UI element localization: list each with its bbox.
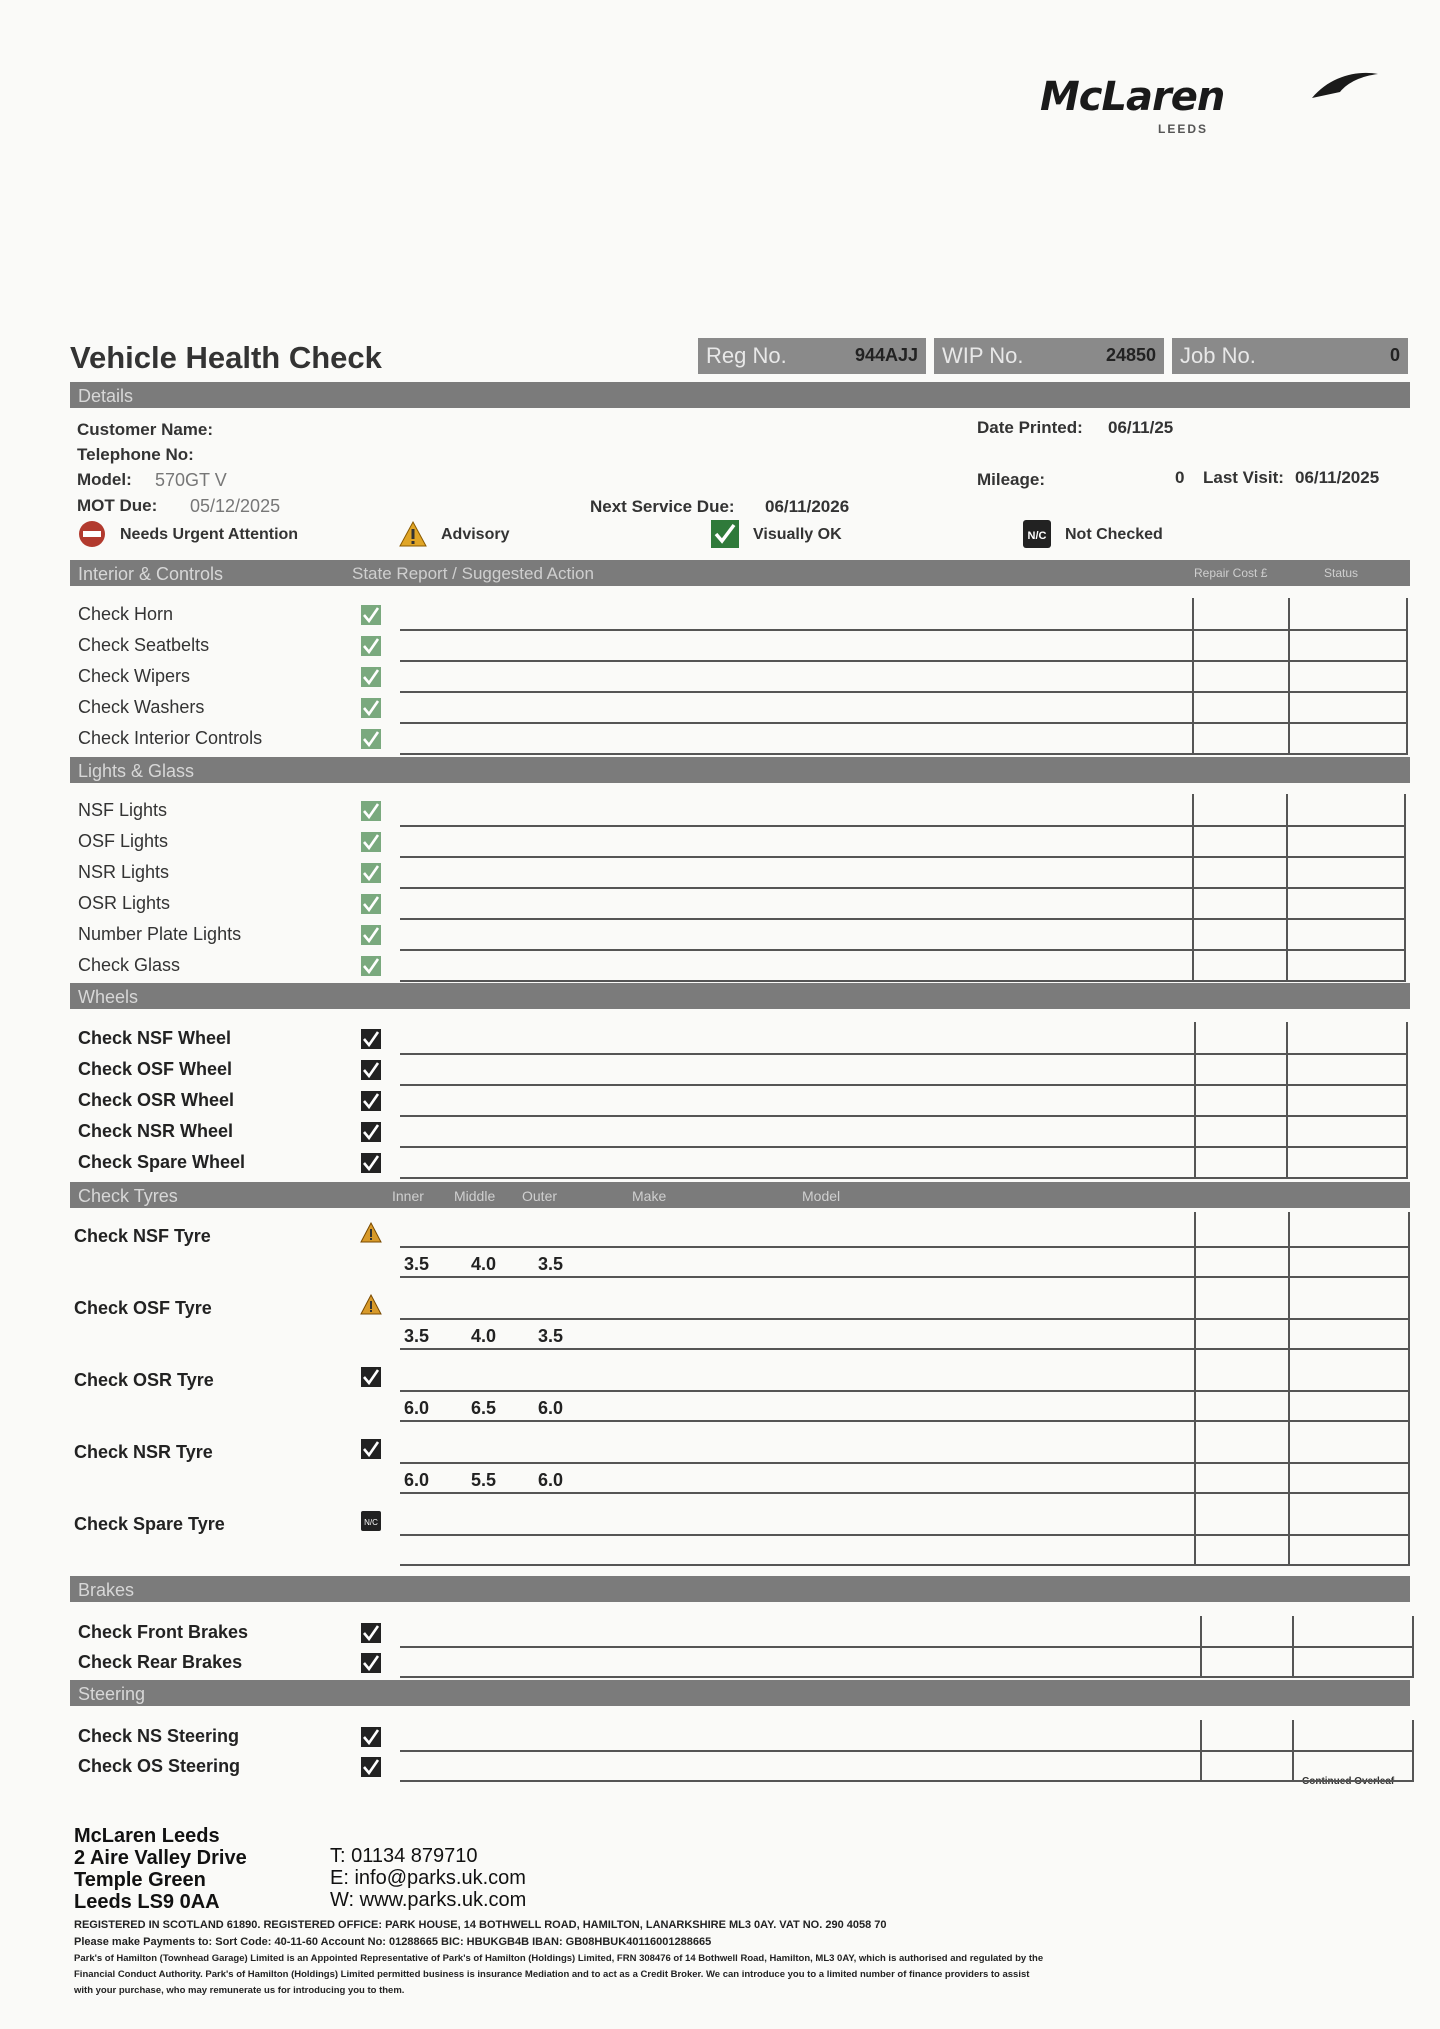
wheels-band [70, 983, 1410, 1009]
footer-website: W: www.parks.uk.com [330, 1889, 527, 1911]
mclaren-logo [1040, 70, 1380, 140]
lights-col-divider [1404, 794, 1406, 982]
svg-text:N/C: N/C [364, 1518, 378, 1527]
brakes-band [70, 1576, 1410, 1602]
brakes-row-line [400, 1646, 1412, 1648]
model-value: 570GT V [155, 470, 227, 490]
check-icon [360, 893, 382, 915]
tyre-row-line [400, 1534, 1408, 1536]
repair-cost-header: Repair Cost £ [1194, 566, 1268, 580]
speedmark-icon [1310, 70, 1380, 100]
lights-band [70, 757, 1410, 783]
lights-row-label: NSR Lights [78, 862, 170, 882]
wheels-band-label: Wheels [78, 987, 139, 1007]
nc-icon [1023, 520, 1051, 548]
tyre-tread-inner: 3.5 [404, 1254, 430, 1274]
footer-fca-2: Financial Conduct Authority. Park's of Hamilton (Holdings) Limited permitted business is insurance Mediation and to act as a Credit Broker. We can introduce you to a limited number of finance providers to assist [74, 1969, 1030, 1980]
check-icon [360, 1090, 382, 1112]
tyre-tread-outer: 3.5 [538, 1326, 564, 1346]
no-entry-icon [78, 520, 106, 548]
steering-row-line [400, 1780, 1412, 1782]
footer-address-line-2: Temple Green [74, 1869, 206, 1891]
brakes-row-label: Check Front Brakes [78, 1622, 249, 1642]
logo-wordmark: McLaren [1040, 74, 1225, 120]
footer-company-name: McLaren Leeds [74, 1825, 220, 1847]
steering-col-divider [1200, 1720, 1202, 1782]
tyre-tread-outer: 3.5 [538, 1254, 564, 1274]
legend-not-checked-label: Not Checked [1065, 526, 1163, 543]
check-icon [360, 697, 382, 719]
brakes-col-divider [1292, 1616, 1294, 1678]
wip-no-box [934, 338, 1164, 374]
interior-band-label: Interior & Controls [78, 564, 224, 584]
legend-advisory-label: Advisory [441, 526, 510, 543]
warning-icon [399, 520, 427, 548]
details-band-label: Details [78, 386, 134, 406]
telephone-label: Telephone No: [77, 445, 194, 464]
tyre-tread-middle: 6.5 [471, 1398, 497, 1418]
lights-row-label: Check Glass [78, 955, 181, 975]
tyre-tread-outer: 6.0 [538, 1470, 564, 1490]
wheels-row-line [400, 1115, 1406, 1117]
check-icon [360, 1726, 382, 1748]
lights-row-label: OSR Lights [78, 893, 171, 913]
check-icon [360, 1652, 382, 1674]
check-icon [360, 604, 382, 626]
model-label: Model: [77, 470, 132, 489]
page-title: Vehicle Health Check [70, 340, 382, 375]
wip-no-label: WIP No. [942, 343, 1024, 368]
tyre-tread-inner: 6.0 [404, 1470, 430, 1490]
wheels-row-line [400, 1146, 1406, 1148]
job-no-box [1172, 338, 1408, 374]
tyre-row-line [400, 1462, 1408, 1464]
status-header: Status [1324, 566, 1359, 580]
wheels-row-line [400, 1084, 1406, 1086]
brakes-band-label: Brakes [78, 1580, 135, 1600]
tyre-row-line [400, 1348, 1408, 1350]
customer-name-label: Customer Name: [77, 420, 214, 439]
tyre-col-divider [1194, 1212, 1196, 1566]
wheels-row-line [400, 1053, 1406, 1055]
check-icon [360, 1152, 382, 1174]
wheels-row-label: Check NSR Wheel [78, 1121, 234, 1141]
tyre-row-line [400, 1276, 1408, 1278]
steering-col-divider [1412, 1720, 1414, 1782]
tyre-tread-inner: 6.0 [404, 1398, 430, 1418]
lights-band-label: Lights & Glass [78, 761, 195, 781]
lights-row-line [400, 918, 1404, 920]
check-icon [360, 862, 382, 884]
date-printed-value: 06/11/25 [1108, 418, 1174, 437]
job-no-value: 0 [1389, 345, 1400, 365]
interior-row-line [400, 722, 1406, 724]
check-icon [360, 1059, 382, 1081]
interior-band [70, 560, 1410, 586]
steering-row-label: Check OS Steering [78, 1756, 241, 1776]
wheels-row-label: Check NSF Wheel [78, 1028, 232, 1048]
footer-registration: REGISTERED IN SCOTLAND 61890. REGISTERED OFFICE: PARK HOUSE, 14 BOTHWELL ROAD, HAMILTON, LANARKSHIRE ML3 0AY. VAT NO. 290 4058 70 [74, 1919, 887, 1931]
check-icon [360, 831, 382, 853]
check-icon [360, 800, 382, 822]
interior-row-label: Check Wipers [78, 666, 191, 686]
brakes-col-divider [1412, 1616, 1414, 1678]
lights-row-label: Number Plate Lights [78, 924, 242, 944]
interior-row-label: Check Seatbelts [78, 635, 210, 655]
tyre-tread-middle: 4.0 [471, 1254, 497, 1274]
tyre-col-divider [1288, 1212, 1290, 1566]
check-icon [360, 1756, 382, 1778]
tyre-col-divider [1408, 1212, 1410, 1566]
footer-fca-1: Park's of Hamilton (Townhead Garage) Limited is an Appointed Representative of Park's of Hamilton (Holdings) Limited, FRN 308476 of 14 Bothwell Road, Hamilton, ML3 0AY, which is authorised and regulated by the [74, 1953, 1044, 1964]
tyre-row-label: Check Spare Tyre [74, 1514, 225, 1534]
footer-payment: Please make Payments to: Sort Code: 40-11-60 Account No: 01288665 BIC: HBUKGB4B IBAN: GB08HBUK40116001288665 [74, 1936, 712, 1948]
interior-row-label: Check Horn [78, 604, 174, 624]
interior-row-line [400, 691, 1406, 693]
check-icon [360, 924, 382, 946]
steering-row-line [400, 1750, 1412, 1752]
details-band [70, 382, 1410, 408]
steering-band [70, 1680, 1410, 1706]
date-printed-label: Date Printed: [977, 418, 1083, 437]
steering-row-label: Check NS Steering [78, 1726, 240, 1746]
steering-band-label: Steering [78, 1684, 146, 1704]
state-report-header: State Report / Suggested Action [352, 564, 594, 583]
tyre-tread-outer: 6.0 [538, 1398, 564, 1418]
lights-row-line [400, 856, 1404, 858]
interior-col-divider [1406, 598, 1408, 755]
tyre-tread-middle: 5.5 [471, 1470, 497, 1490]
interior-col-divider [1288, 598, 1290, 755]
wheels-row-line [400, 1177, 1406, 1179]
check-icon [360, 1366, 382, 1388]
reg-no-label: Reg No. [706, 343, 787, 368]
job-no-label: Job No. [1180, 343, 1256, 368]
check-icon [360, 955, 382, 977]
tyre-outer-header: Outer [522, 1188, 558, 1204]
check-icon [360, 728, 382, 750]
interior-row-label: Check Washers [78, 697, 205, 717]
wheels-row-label: Check OSF Wheel [78, 1059, 233, 1079]
footer-telephone: T: 01134 879710 [330, 1845, 478, 1867]
check-icon [360, 1622, 382, 1644]
nc-icon [360, 1510, 382, 1532]
tyre-inner-header: Inner [392, 1188, 424, 1204]
footer-fca-3: with your purchase, who may remunerate us for introducing you to them. [74, 1985, 405, 1996]
brakes-col-divider [1200, 1616, 1202, 1678]
tyre-row-line [400, 1390, 1408, 1392]
wheels-col-divider [1406, 1022, 1408, 1179]
wheels-col-divider [1286, 1022, 1288, 1179]
mileage-value: 0 [1175, 468, 1185, 487]
tyre-tread-middle: 4.0 [471, 1326, 497, 1346]
footer-address-line-1: 2 Aire Valley Drive [74, 1847, 247, 1869]
reg-no-box [698, 338, 926, 374]
tyre-middle-header: Middle [454, 1188, 496, 1204]
footer-address-line-3: Leeds LS9 0AA [74, 1891, 220, 1913]
interior-col-divider [1192, 598, 1194, 755]
mot-due-value: 05/12/2025 [190, 496, 281, 516]
check-icon [360, 1121, 382, 1143]
lights-row-line [400, 887, 1404, 889]
wheels-row-label: Check Spare Wheel [78, 1152, 246, 1172]
check-icon [360, 635, 382, 657]
lights-row-label: NSF Lights [78, 800, 168, 820]
tyre-make-header: Make [632, 1188, 667, 1204]
footer-contact [330, 1845, 526, 1911]
mileage-label: Mileage: [977, 470, 1046, 489]
interior-row-label: Check Interior Controls [78, 728, 263, 748]
lights-row-line [400, 980, 1404, 982]
interior-row-line [400, 753, 1406, 755]
footer-email: E: info@parks.uk.com [330, 1867, 526, 1889]
lights-row-line [400, 949, 1404, 951]
warning-icon [360, 1294, 382, 1316]
last-visit-label: Last Visit: [1203, 468, 1284, 487]
tyre-row-label: Check OSF Tyre [74, 1298, 212, 1318]
check-icon [711, 520, 739, 548]
wheels-col-divider [1194, 1022, 1196, 1179]
check-icon [360, 666, 382, 688]
legend-ok-label: Visually OK [753, 526, 842, 543]
lights-row-label: OSF Lights [78, 831, 169, 851]
next-service-value: 06/11/2026 [765, 497, 850, 516]
warning-icon [360, 1222, 382, 1244]
next-service-label: Next Service Due: [590, 497, 735, 516]
lights-col-divider [1286, 794, 1288, 982]
check-icon [360, 1028, 382, 1050]
tyre-row-label: Check OSR Tyre [74, 1370, 214, 1390]
footer-address [74, 1825, 247, 1913]
tyre-row-line [400, 1318, 1408, 1320]
tyres-band [70, 1182, 1410, 1208]
tyre-model-header: Model [802, 1188, 841, 1204]
lights-row-line [400, 825, 1404, 827]
tyre-row-line [400, 1246, 1408, 1248]
steering-col-divider [1292, 1720, 1294, 1782]
interior-row-line [400, 660, 1406, 662]
reg-no-value: 944AJJ [854, 345, 918, 365]
wip-no-value: 24850 [1105, 345, 1156, 365]
brakes-row-label: Check Rear Brakes [78, 1652, 243, 1672]
logo-location: LEEDS [1158, 122, 1209, 136]
tyre-row-line [400, 1420, 1408, 1422]
tyre-row-label: Check NSR Tyre [74, 1442, 213, 1462]
tyre-tread-inner: 3.5 [404, 1326, 430, 1346]
tyre-row-label: Check NSF Tyre [74, 1226, 211, 1246]
svg-text:N/C: N/C [1027, 530, 1047, 542]
mot-due-label: MOT Due: [77, 496, 158, 515]
interior-row-line [400, 629, 1406, 631]
check-icon [360, 1438, 382, 1460]
tyre-row-line [400, 1492, 1408, 1494]
tyres-band-label: Check Tyres [78, 1186, 178, 1206]
wheels-row-label: Check OSR Wheel [78, 1090, 235, 1110]
last-visit-value: 06/11/2025 [1295, 468, 1380, 487]
brakes-row-line [400, 1676, 1412, 1678]
lights-col-divider [1192, 794, 1194, 982]
legend-urgent-label: Needs Urgent Attention [120, 526, 299, 543]
tyre-row-line [400, 1564, 1408, 1566]
